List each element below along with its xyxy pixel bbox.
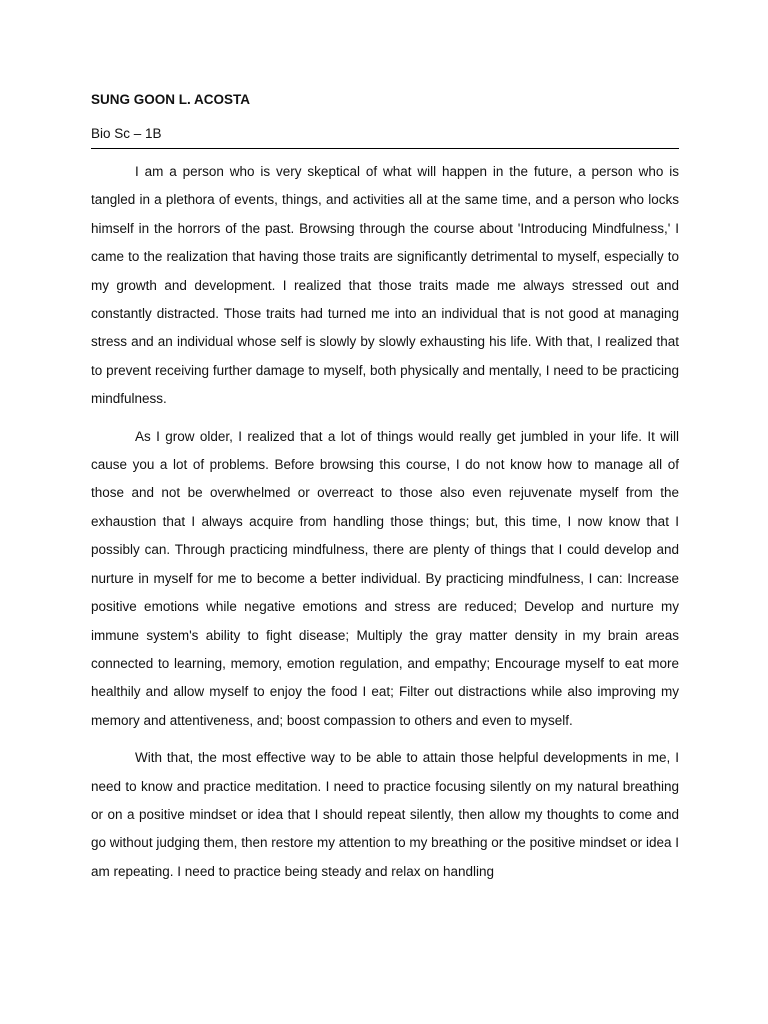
author-name: SUNG GOON L. ACOSTA [91, 92, 251, 107]
course-code: Bio Sc – 1B [91, 124, 679, 149]
paragraph-2: As I grow older, I realized that a lot of things would really get jumbled in your life. It will cause you a lot of problems. Before browsing this course, I do not know how to manage all of those and not be overwhelmed or overreact to those also even rejuvenate myself from the exhaustion that I always acquire from handling those things; but, this time, I now know that I possibly can. Through practicing mindfulness, there are plenty of things that I could develop and nurture in myself for me to become a better individual. By practicing mindfulness, I can: Increase positive emotions while negative emotions and stress are reduced; Develop and nurture my immune system's ability to fight disease; Multiply the gray matter density in my brain areas connected to learning, memory, emotion regulation, and empathy; Encourage myself to eat more healthily and allow myself to enjoy the food I eat; Filter out distractions while also improving my memory and attentiveness, and; boost compassion to others and even to myself. [91, 428, 679, 728]
document-header [91, 90, 679, 149]
paragraph-3: With that, the most effective way to be able to attain those helpful developments in me, I need to know and practice meditation. I need to practice focusing silently on my natural breathing or on a positive mindset or idea that I should repeat silently, then allow my thoughts to come and go without judging them, then restore my attention to my breathing or the positive mindset or idea I am repeating. I need to practice being steady and relax on handling [91, 750, 679, 879]
document-body [91, 158, 679, 886]
paragraph-1: I am a person who is very skeptical of what will happen in the future, a person who is tangled in a plethora of events, things, and activities all at the same time, and a person who locks himself in the horrors of the past. Browsing through the course about 'Introducing Mindfulness,' I came to the realization that having those traits are significantly detrimental to myself, especially to my growth and development. I realized that those traits made me always stressed out and constantly distracted. Those traits had turned me into an individual that is not good at managing stress and an individual whose self is slowly by slowly exhausting his life. With that, I realized that to prevent receiving further damage to myself, both physically and mentally, I need to be practicing mindfulness. [91, 164, 679, 407]
